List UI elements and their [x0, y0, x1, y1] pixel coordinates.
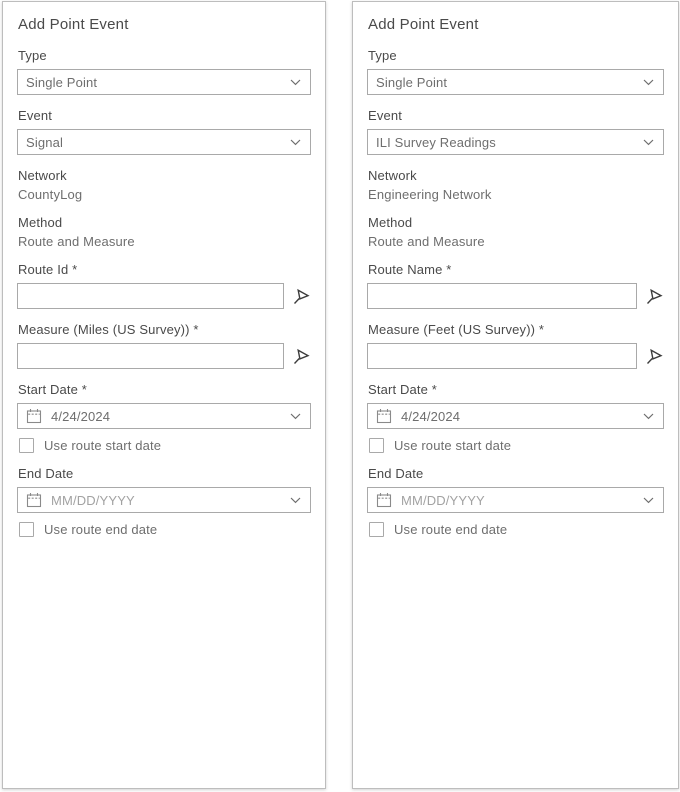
network-value: Engineering Network	[368, 187, 492, 202]
calendar-icon	[26, 408, 42, 424]
measure-field-label: Measure (Miles (US Survey)) *	[18, 322, 199, 337]
page-title: Add Point Event	[18, 16, 129, 33]
chevron-down-icon	[643, 139, 654, 146]
end-date-placeholder: MM/DD/YYYY	[51, 492, 135, 508]
checkbox-unchecked-icon	[19, 438, 34, 453]
event-select[interactable]	[17, 129, 311, 155]
start-date-picker[interactable]	[17, 403, 311, 429]
measure-field-label: Measure (Feet (US Survey)) *	[368, 322, 545, 337]
event-select-value: Signal	[26, 134, 64, 150]
start-date-value: 4/24/2024	[401, 408, 461, 424]
start-date-picker[interactable]	[367, 403, 664, 429]
event-select-value: ILI Survey Readings	[376, 134, 496, 150]
route-input[interactable]	[17, 283, 284, 309]
chevron-down-icon	[643, 497, 654, 504]
use-route-start-date-label: Use route start date	[394, 438, 512, 453]
method-value: Route and Measure	[368, 234, 485, 249]
map-pointer-icon[interactable]	[644, 346, 664, 366]
chevron-down-icon	[290, 413, 301, 420]
chevron-down-icon	[290, 497, 301, 504]
page-title: Add Point Event	[368, 16, 479, 33]
route-field-label: Route Id *	[18, 262, 78, 277]
start-date-label: Start Date *	[18, 382, 87, 397]
checkbox-unchecked-icon	[369, 438, 384, 453]
calendar-icon	[376, 408, 392, 424]
end-date-placeholder: MM/DD/YYYY	[401, 492, 485, 508]
use-route-start-date-checkbox[interactable]	[17, 438, 311, 453]
method-label: Method	[368, 215, 413, 230]
route-field-label: Route Name *	[368, 262, 452, 277]
measure-input[interactable]	[17, 343, 284, 369]
map-pointer-icon[interactable]	[291, 286, 311, 306]
network-label: Network	[368, 168, 417, 183]
type-select-value: Single Point	[376, 74, 448, 90]
type-select[interactable]	[17, 69, 311, 95]
measure-input[interactable]	[367, 343, 637, 369]
chevron-down-icon	[643, 413, 654, 420]
route-input[interactable]	[367, 283, 637, 309]
event-label: Event	[18, 108, 52, 123]
use-route-start-date-label: Use route start date	[44, 438, 162, 453]
map-pointer-icon[interactable]	[291, 346, 311, 366]
use-route-end-date-label: Use route end date	[44, 522, 158, 537]
checkbox-unchecked-icon	[369, 522, 384, 537]
type-label: Type	[368, 48, 397, 63]
type-label: Type	[18, 48, 47, 63]
calendar-icon	[26, 492, 42, 508]
network-label: Network	[18, 168, 67, 183]
use-route-end-date-checkbox[interactable]	[17, 522, 311, 537]
type-select[interactable]	[367, 69, 664, 95]
chevron-down-icon	[290, 79, 301, 86]
end-date-label: End Date	[368, 466, 424, 481]
add-point-event-panel-left	[2, 1, 326, 789]
calendar-icon	[376, 492, 392, 508]
map-pointer-icon[interactable]	[644, 286, 664, 306]
method-label: Method	[18, 215, 63, 230]
end-date-picker[interactable]	[17, 487, 311, 513]
checkbox-unchecked-icon	[19, 522, 34, 537]
chevron-down-icon	[290, 139, 301, 146]
route-input-row	[367, 283, 664, 309]
start-date-label: Start Date *	[368, 382, 437, 397]
start-date-value: 4/24/2024	[51, 408, 111, 424]
measure-input-row	[367, 343, 664, 369]
end-date-picker[interactable]	[367, 487, 664, 513]
use-route-end-date-label: Use route end date	[394, 522, 508, 537]
network-value: CountyLog	[18, 187, 83, 202]
end-date-label: End Date	[18, 466, 74, 481]
add-point-event-panel-right	[352, 1, 679, 789]
method-value: Route and Measure	[18, 234, 135, 249]
chevron-down-icon	[643, 79, 654, 86]
type-select-value: Single Point	[26, 74, 98, 90]
measure-input-row	[17, 343, 311, 369]
route-input-row	[17, 283, 311, 309]
use-route-start-date-checkbox[interactable]	[367, 438, 664, 453]
use-route-end-date-checkbox[interactable]	[367, 522, 664, 537]
event-select[interactable]	[367, 129, 664, 155]
event-label: Event	[368, 108, 402, 123]
